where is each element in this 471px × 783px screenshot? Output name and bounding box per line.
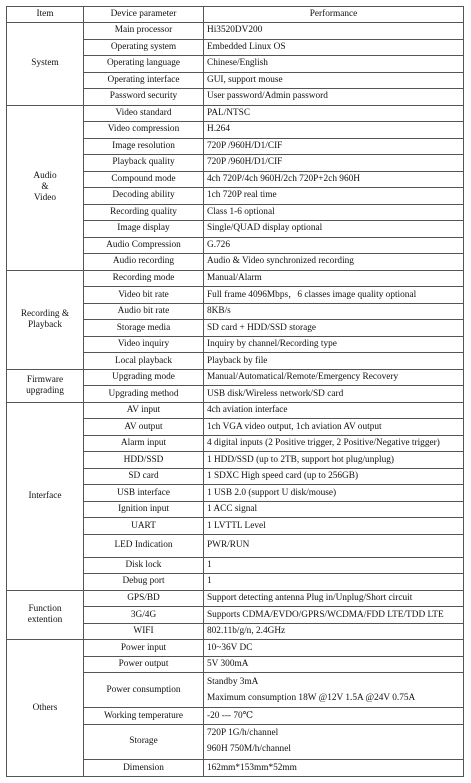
performance-cell — [204, 138, 464, 155]
performance-cell — [204, 105, 464, 122]
category-label: Function — [28, 604, 62, 614]
parameter-cell: Ignition input — [84, 501, 204, 518]
parameter-cell: Video compression — [84, 122, 204, 139]
performance-line: Manual/Alarm — [207, 272, 262, 283]
performance-line: PAL/NTSC — [207, 107, 251, 118]
category-cell — [7, 402, 84, 590]
performance-line: Standby 3mA — [207, 676, 259, 687]
performance-cell — [204, 435, 464, 452]
parameter-cell: Audio bit rate — [84, 303, 204, 320]
performance-line: User password/Admin password — [207, 91, 328, 102]
performance-cell — [204, 419, 464, 436]
performance-line: Hi3520DV200 — [207, 25, 263, 36]
category-label: & — [41, 182, 49, 193]
parameter-cell: Upgrading method — [84, 386, 204, 403]
table-row — [7, 402, 464, 419]
parameter-cell: Playback quality — [84, 155, 204, 172]
category-label: Audio — [33, 171, 57, 182]
performance-line: 1 USB 2.0 (support U disk/mouse) — [207, 487, 337, 498]
parameter-cell: AV output — [84, 419, 204, 436]
performance-cell — [204, 623, 464, 640]
parameter-cell: Power consumption — [84, 673, 204, 708]
performance-line: 1 — [207, 559, 212, 570]
performance-line: 1ch VGA video output, 1ch aviation AV output — [207, 421, 382, 432]
performance-line: 4ch aviation interface — [207, 405, 288, 416]
performance-line: Manual/Automatical/Remote/Emergency Recovery — [207, 372, 399, 383]
performance-line: 1 SDXC High speed card (up to 256GB) — [207, 471, 359, 482]
category-label: System — [31, 58, 59, 69]
performance-cell — [204, 369, 464, 386]
parameter-cell: 3G/4G — [84, 607, 204, 624]
parameter-cell: Operating interface — [84, 72, 204, 89]
performance-line: Chinese/English — [207, 58, 268, 69]
category-cell — [7, 23, 84, 106]
performance-line: G.726 — [207, 239, 230, 250]
performance-line: Supports CDMA/EVDO/GPRS/WCDMA/FDD LTE/TDD LTE — [207, 609, 444, 620]
category-label: Recording & — [20, 308, 70, 319]
performance-cell — [204, 708, 464, 725]
performance-line: 1ch 720P real time — [207, 190, 277, 201]
category-cell — [7, 369, 84, 402]
parameter-cell: Recording mode — [84, 270, 204, 287]
performance-line: H.264 — [207, 124, 230, 135]
category-cell — [7, 105, 84, 270]
category-label: Interface — [28, 490, 62, 501]
performance-cell — [204, 557, 464, 574]
performance-cell — [204, 155, 464, 172]
performance-cell — [204, 39, 464, 56]
category-label: Video — [33, 193, 57, 204]
performance-cell — [204, 287, 464, 304]
parameter-cell: Local playback — [84, 353, 204, 370]
performance-cell — [204, 188, 464, 205]
performance-cell — [204, 656, 464, 673]
performance-cell — [204, 607, 464, 624]
parameter-cell: Audio recording — [84, 254, 204, 271]
performance-cell — [204, 270, 464, 287]
performance-cell — [204, 303, 464, 320]
parameter-cell: HDD/SSD — [84, 452, 204, 469]
category-label: extention — [27, 615, 63, 625]
performance-line: Audio & Video synchronized recording — [207, 256, 354, 267]
performance-cell — [204, 23, 464, 40]
header-device-parameter: Device parameter — [84, 7, 204, 23]
specification-table — [6, 6, 464, 777]
performance-line: -20 --- 70℃ — [207, 710, 254, 721]
performance-line: Support detecting antenna Plug in/Unplug/Short circuit — [207, 592, 413, 603]
performance-cell — [204, 574, 464, 591]
performance-line: PWR/RUN — [207, 540, 250, 551]
parameter-cell: Dimension — [84, 760, 204, 777]
parameter-cell: Image resolution — [84, 138, 204, 155]
performance-cell — [204, 221, 464, 238]
performance-cell — [204, 485, 464, 502]
table-row — [7, 105, 464, 122]
performance-line: 802.11b/g/n, 2.4GHz — [207, 626, 286, 637]
performance-line: Playback by file — [207, 355, 268, 366]
performance-cell — [204, 122, 464, 139]
performance-cell — [204, 89, 464, 106]
parameter-cell: LED Indication — [84, 534, 204, 557]
parameter-cell: Disk lock — [84, 557, 204, 574]
performance-line: 4 digital inputs (2 Positive trigger, 2 Positive/Negative trigger) — [207, 438, 440, 449]
parameter-cell: Power output — [84, 656, 204, 673]
performance-cell — [204, 72, 464, 89]
performance-cell — [204, 320, 464, 337]
performance-line: 720P /960H/D1/CIF — [207, 157, 283, 168]
parameter-cell: Operating language — [84, 56, 204, 73]
performance-line: USB disk/Wireless network/SD card — [207, 388, 344, 399]
parameter-cell: Image display — [84, 221, 204, 238]
performance-cell — [204, 386, 464, 403]
parameter-cell: Recording quality — [84, 204, 204, 221]
header-row — [7, 7, 464, 23]
performance-line: 1 — [207, 576, 212, 587]
header-performance: Performance — [204, 7, 464, 23]
category-label: Playback — [27, 319, 63, 330]
table-row — [7, 640, 464, 657]
parameter-cell: Compound mode — [84, 171, 204, 188]
performance-line: 1 HDD/SSD (up to 2TB, support hot plug/unplug) — [207, 454, 394, 465]
table-row — [7, 270, 464, 287]
performance-line: GUI, support mouse — [207, 74, 283, 85]
performance-line: SD card + HDD/SSD storage — [207, 322, 317, 333]
performance-line: 720P 1G/h/channel — [207, 728, 279, 739]
category-cell — [7, 640, 84, 777]
performance-cell — [204, 336, 464, 353]
parameter-cell: Main processor — [84, 23, 204, 40]
parameter-cell: Storage media — [84, 320, 204, 337]
parameter-cell: Video standard — [84, 105, 204, 122]
performance-line: Full frame 4096Mbps，6 classes image quality optional — [207, 289, 417, 300]
parameter-cell: Working temperature — [84, 708, 204, 725]
performance-cell — [204, 501, 464, 518]
performance-line: 960H 750M/h/channel — [207, 744, 291, 755]
performance-line: 162mm*153mm*52mm — [207, 762, 297, 773]
performance-line: Maximum consumption 18W @12V 1.5A @24V 0.75A — [207, 692, 416, 703]
parameter-cell: USB interface — [84, 485, 204, 502]
category-label: upgrading — [26, 385, 64, 396]
performance-line: 4ch 720P/4ch 960H/2ch 720P+2ch 960H — [207, 173, 360, 184]
performance-line: 10~36V DC — [207, 642, 253, 653]
parameter-cell: Alarm input — [84, 435, 204, 452]
header-item: Item — [7, 7, 84, 23]
parameter-cell: Video bit rate — [84, 287, 204, 304]
parameter-cell: Password security — [84, 89, 204, 106]
performance-cell — [204, 56, 464, 73]
parameter-cell: Debug port — [84, 574, 204, 591]
parameter-cell: SD card — [84, 468, 204, 485]
table-body — [7, 23, 464, 777]
performance-cell — [204, 237, 464, 254]
performance-cell — [204, 171, 464, 188]
parameter-cell: Upgrading mode — [84, 369, 204, 386]
performance-line: Inquiry by channel/Recording type — [207, 339, 337, 350]
performance-cell — [204, 452, 464, 469]
category-cell — [7, 590, 84, 640]
performance-line: Single/QUAD display optional — [207, 223, 323, 234]
performance-line: 5V 300mA — [207, 659, 249, 670]
parameter-cell: Operating system — [84, 39, 204, 56]
performance-line: 8KB/s — [207, 306, 231, 317]
performance-line: 1 LVTTL Level — [207, 520, 266, 531]
performance-cell — [204, 673, 464, 708]
performance-cell — [204, 254, 464, 271]
parameter-cell: Decoding ability — [84, 188, 204, 205]
table-row — [7, 590, 464, 607]
performance-line: Class 1-6 optional — [207, 206, 275, 217]
table-row — [7, 23, 464, 40]
parameter-cell: AV input — [84, 402, 204, 419]
performance-cell — [204, 760, 464, 777]
parameter-cell: WIFI — [84, 623, 204, 640]
performance-line: 720P /960H/D1/CIF — [207, 140, 283, 151]
parameter-cell: Power input — [84, 640, 204, 657]
parameter-cell: GPS/BD — [84, 590, 204, 607]
performance-cell — [204, 724, 464, 759]
category-cell — [7, 270, 84, 369]
performance-cell — [204, 402, 464, 419]
performance-cell — [204, 640, 464, 657]
category-label: Others — [32, 702, 58, 713]
performance-cell — [204, 518, 464, 535]
performance-cell — [204, 353, 464, 370]
performance-cell — [204, 534, 464, 557]
parameter-cell: Video inquiry — [84, 336, 204, 353]
parameter-cell: UART — [84, 518, 204, 535]
performance-cell — [204, 590, 464, 607]
performance-cell — [204, 468, 464, 485]
parameter-cell: Audio Compression — [84, 237, 204, 254]
performance-line: Embedded Linux OS — [207, 41, 286, 52]
table-row — [7, 369, 464, 386]
performance-cell — [204, 204, 464, 221]
performance-line: 1 ACC signal — [207, 504, 258, 515]
category-label: Firmware — [26, 374, 64, 385]
parameter-cell: Storage — [84, 724, 204, 759]
